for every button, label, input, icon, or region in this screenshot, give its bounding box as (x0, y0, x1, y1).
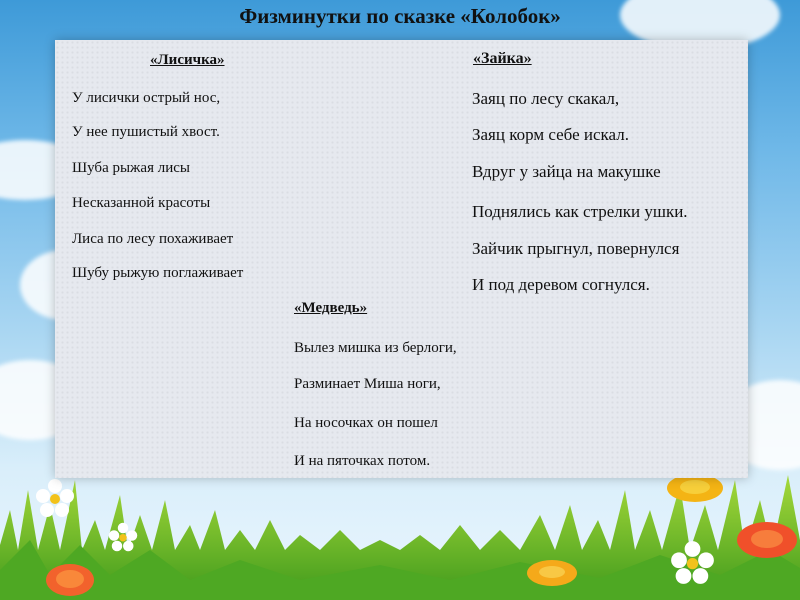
flower-decoration (670, 540, 715, 585)
poem-line: Вдруг у зайца на макушке (472, 162, 661, 181)
poem-line: И под деревом согнулся. (472, 275, 650, 294)
poem-line: Вылез мишка из берлоги, (294, 340, 457, 356)
poem-heading-fox: «Лисичка» (150, 52, 225, 68)
poem-line: Лиса по лесу похаживает (72, 231, 234, 247)
poem-line: На носочках он пошел (294, 415, 438, 431)
poem-line: И на пяточках потом. (294, 453, 431, 469)
flower-decoration (108, 522, 138, 552)
poem-line: Зайчик прыгнул, повернулся (472, 239, 680, 258)
poem-line: У нее пушистый хвост. (72, 124, 220, 140)
poem-line: У лисички острый нос, (72, 90, 221, 106)
poem-heading-bear: «Медведь» (294, 300, 368, 316)
poem-line: Несказанной красоты (72, 195, 211, 211)
flower-decoration (735, 518, 800, 563)
flower-decoration (525, 555, 580, 590)
poem-line: Шубу рыжую поглаживает (72, 265, 244, 281)
poem-line: Разминает Миша ноги, (294, 376, 441, 392)
page-title: Физминутки по сказке «Колобок» (239, 4, 561, 28)
poem-heading-hare: «Зайка» (473, 50, 532, 67)
poem-line: Заяц корм себе искал. (472, 125, 629, 144)
poem-line: Заяц по лесу скакал, (472, 89, 620, 108)
poem-line: Шуба рыжая лисы (72, 160, 190, 176)
flower-decoration (35, 478, 75, 518)
flower-decoration (45, 555, 95, 600)
poem-line: Поднялись как стрелки ушки. (472, 202, 688, 221)
